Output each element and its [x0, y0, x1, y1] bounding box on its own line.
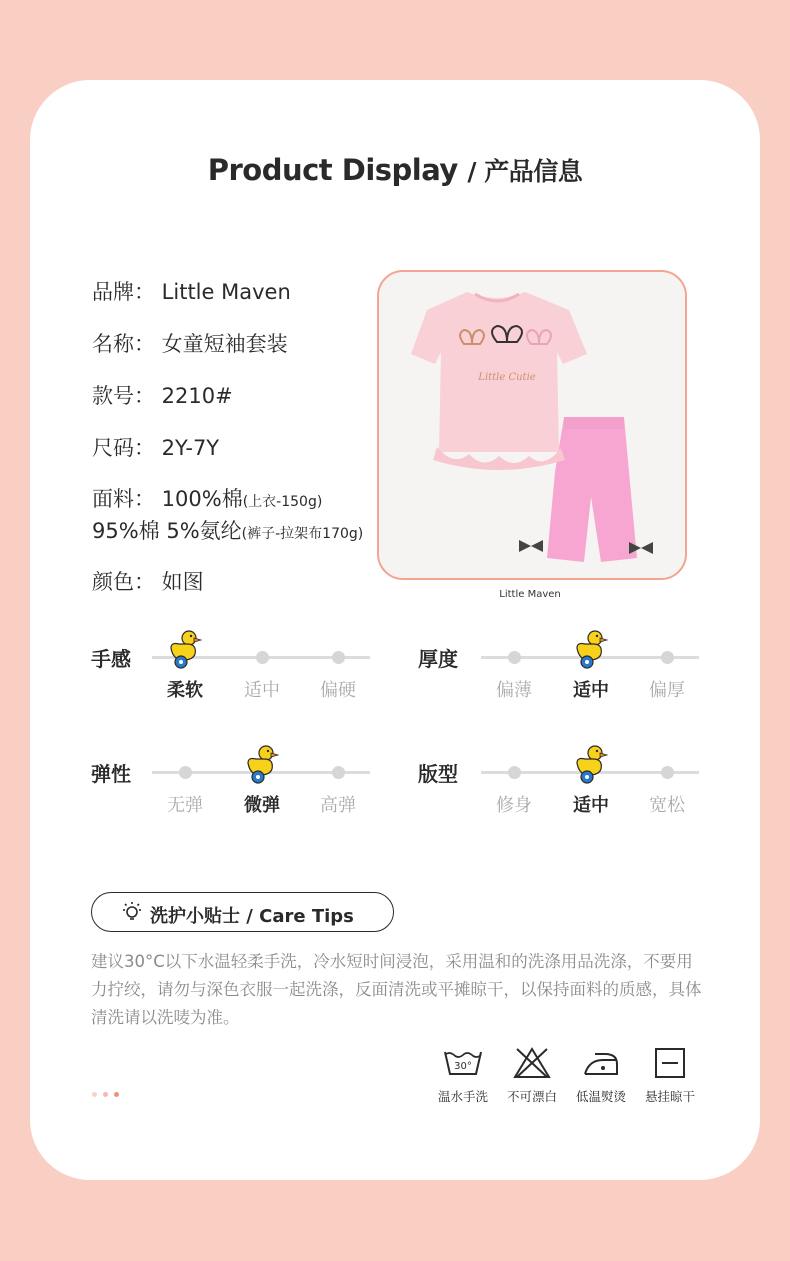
- shorts-bow-left: [519, 540, 543, 552]
- care-caption-hang-dry: 悬挂晾干: [644, 1089, 695, 1104]
- wash-temp: 30°: [454, 1061, 472, 1072]
- info-style-number: 款号： 2210#: [92, 384, 233, 408]
- slider-option: 微弹: [244, 795, 280, 816]
- slider-dot: [332, 651, 345, 664]
- care-tips-label: 洗护小贴士 / Care Tips: [150, 906, 354, 927]
- shorts-waistband: [564, 417, 624, 429]
- care-caption-low-iron: 低温熨烫: [575, 1089, 626, 1104]
- product-photo: [377, 270, 687, 580]
- info-fabric-top: [92, 483, 322, 513]
- slider-option: 修身: [496, 795, 532, 816]
- duck-marker-icon: [167, 630, 203, 670]
- shorts-bow-right: [629, 542, 653, 554]
- info-fabric-bottom: [92, 515, 363, 545]
- info-color: 颜色： 如图: [92, 570, 204, 594]
- slider-option: 适中: [244, 680, 280, 701]
- duck-marker-icon: [573, 630, 609, 670]
- slider-option: 适中: [573, 680, 609, 701]
- fabric-bottom-note: (裤子-拉架布170g): [241, 526, 364, 542]
- slider-option: 偏硬: [320, 680, 356, 701]
- page-dot: [103, 1092, 108, 1097]
- no-bleach-icon: [512, 1046, 552, 1080]
- slider-option: 宽松: [649, 795, 685, 816]
- duck-marker-icon: [573, 745, 609, 785]
- page-dot: [92, 1092, 97, 1097]
- page-title: [0, 152, 790, 188]
- slider-option: 无弹: [167, 795, 203, 816]
- care-tips-pill: [91, 892, 394, 932]
- slider-option: 偏厚: [649, 680, 685, 701]
- slider-dot: [508, 651, 521, 664]
- info-brand: 品牌： Little Maven: [92, 280, 291, 304]
- slider-dot: [332, 766, 345, 779]
- slider-dot: [256, 651, 269, 664]
- lightbulb-icon: [120, 900, 144, 924]
- low-iron-icon: [581, 1046, 621, 1080]
- care-caption-no-bleach: 不可漂白: [506, 1089, 557, 1104]
- slider-dot: [661, 651, 674, 664]
- slider-dot: [508, 766, 521, 779]
- title-main: Product Display: [207, 153, 458, 187]
- title-sub: / 产品信息: [467, 157, 583, 186]
- slider-label: 版型: [418, 762, 458, 786]
- fabric-top-value: 面料： 100%棉: [92, 487, 243, 511]
- slider-option: 适中: [573, 795, 609, 816]
- print-text: Little Cutie: [478, 372, 536, 383]
- slider-label: 手感: [91, 647, 131, 671]
- fabric-top-note: (上衣-150g): [242, 494, 323, 510]
- slider-option: 柔软: [167, 680, 203, 701]
- slider-option: 高弹: [320, 795, 356, 816]
- photo-caption: Little Maven: [499, 589, 561, 600]
- page-dot: [114, 1092, 119, 1097]
- slider-label: 厚度: [418, 647, 458, 671]
- slider-label: 弹性: [91, 762, 131, 786]
- outfit-illustration: [379, 272, 685, 578]
- care-instructions: 建议30°C以下水温轻柔手洗，冷水短时间浸泡，采用温和的洗涤用品洗涤，不要用力拧绞，请勿与深色衣服一起洗涤，反面清洗或平摊晾干，以保持面料的质感，具体清洗请以洗唛为准。: [91, 952, 702, 1027]
- hang-dry-icon: [650, 1046, 690, 1080]
- slider-dot: [179, 766, 192, 779]
- info-size: 尺码： 2Y-7Y: [92, 436, 220, 460]
- slider-dot: [661, 766, 674, 779]
- info-name: 名称： 女童短袖套装: [92, 332, 288, 356]
- slider-option: 偏薄: [496, 680, 532, 701]
- care-caption-hand-wash: 温水手洗: [437, 1089, 488, 1104]
- pink-shorts: [547, 417, 637, 562]
- hand-wash-30-icon: [443, 1046, 483, 1080]
- fabric-bottom-value: 95%棉 5%氨纶: [92, 519, 242, 543]
- duck-marker-icon: [244, 745, 280, 785]
